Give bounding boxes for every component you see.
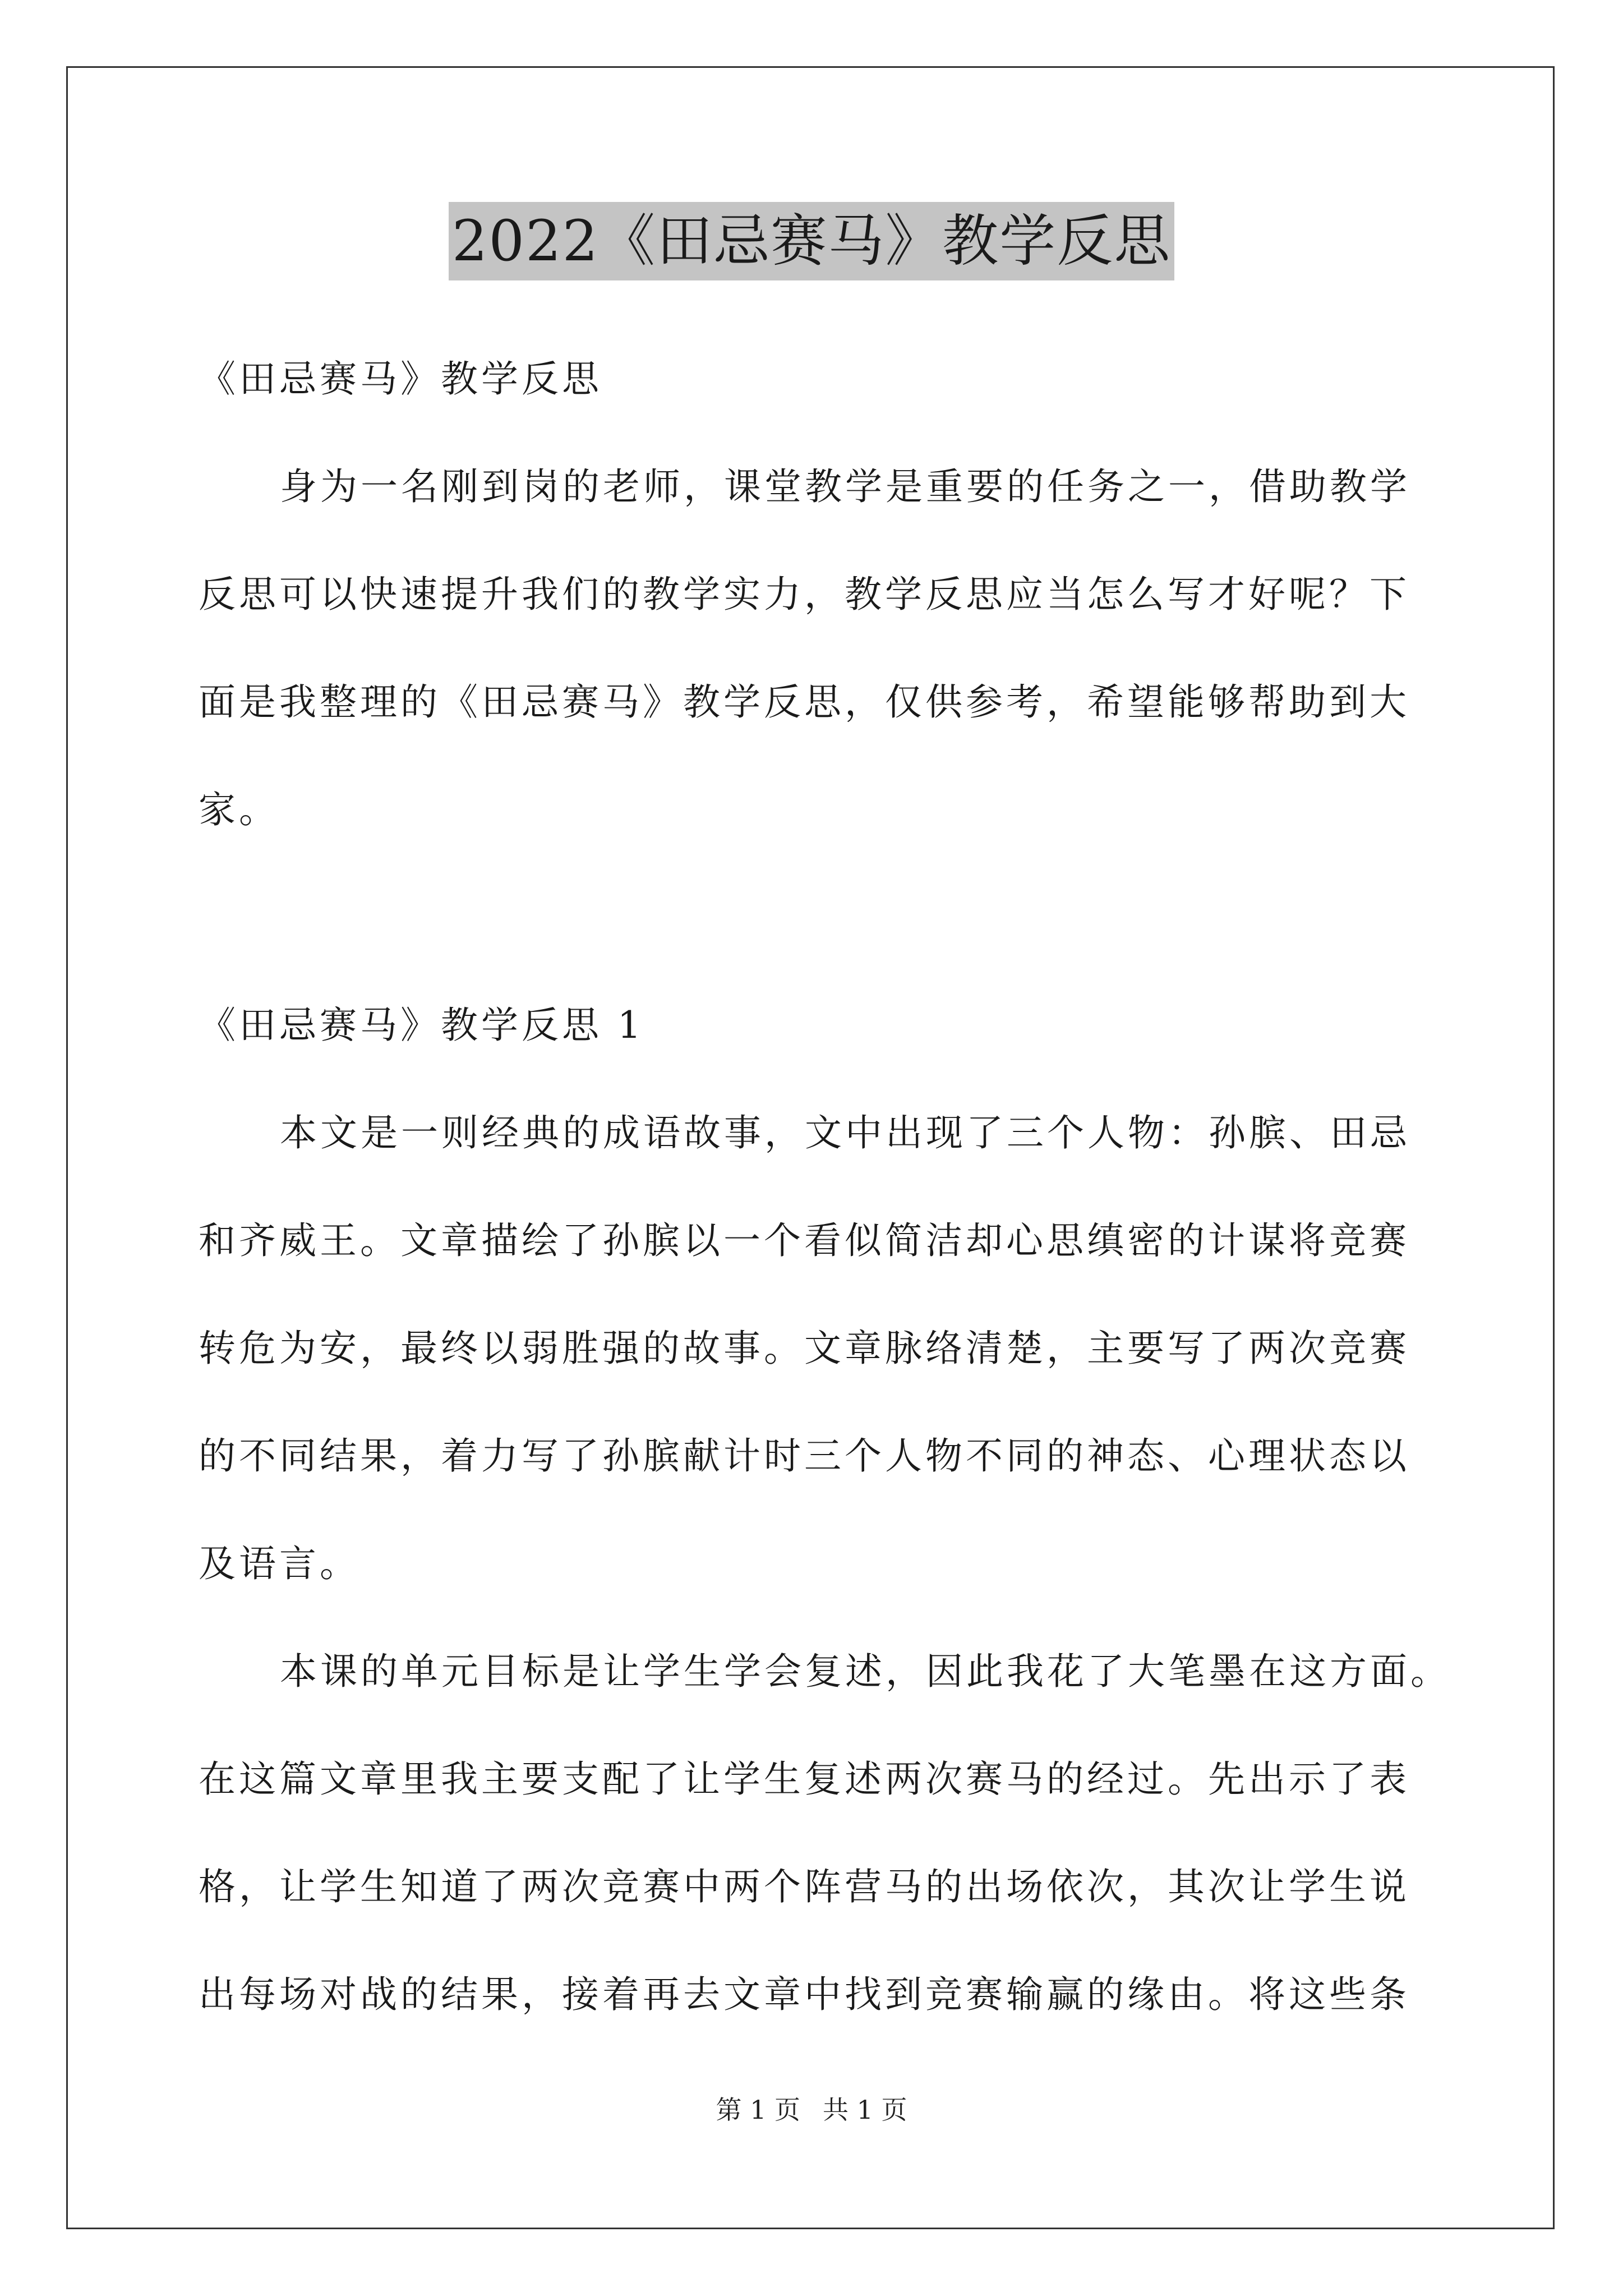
- paragraph-line: 格，让学生知道了两次竞赛中两个阵营马的出场依次，其次让学生说: [199, 1865, 1410, 1908]
- intro-line: 身为一名刚到岗的老师，课堂教学是重要的任务之一，借助教学: [280, 465, 1410, 508]
- paragraph-line: 转危为安，最终以弱胜强的故事。文章脉络清楚，主要写了两次竞赛: [199, 1327, 1410, 1370]
- page-total: 共 1 页: [823, 2095, 907, 2125]
- paragraph-line: 本课的单元目标是让学生学会复述，因此我花了大笔墨在这方面。: [280, 1650, 1451, 1693]
- paragraph-line: 的不同结果，着力写了孙膑献计时三个人物不同的神态、心理状态以: [199, 1434, 1410, 1478]
- section-gap: [199, 881, 1466, 988]
- document-title: 2022《田忌赛马》教学反思: [449, 202, 1175, 280]
- document-body: [199, 342, 1466, 2065]
- subtitle: 《田忌赛马》教学反思: [199, 357, 602, 401]
- paragraph-line: 在这篇文章里我主要支配了让学生复述两次赛马的经过。先出示了表: [199, 1757, 1410, 1801]
- paragraph-line: 及语言。: [199, 1542, 360, 1585]
- title-area: [0, 202, 1623, 280]
- paragraph-line: 和齐威王。文章描绘了孙膑以一个看似简洁却心思缜密的计谋将竞赛: [199, 1219, 1410, 1262]
- paragraph-line: 本文是一则经典的成语故事，文中出现了三个人物：孙膑、田忌: [280, 1111, 1410, 1154]
- section-heading: 《田忌赛马》教学反思 1: [199, 1004, 644, 1047]
- intro-line: 面是我整理的《田忌赛马》教学反思，仅供参考，希望能够帮助到大: [199, 680, 1410, 724]
- page-number: 第 1 页: [716, 2095, 800, 2125]
- intro-line: 反思可以快速提升我们的教学实力，教学反思应当怎么写才好呢？下: [199, 573, 1410, 616]
- page-footer: [0, 2090, 1623, 2127]
- intro-line: 家。: [199, 788, 279, 831]
- paragraph-line: 出每场对战的结果，接着再去文章中找到竞赛输赢的缘由。将这些条: [199, 1973, 1410, 2016]
